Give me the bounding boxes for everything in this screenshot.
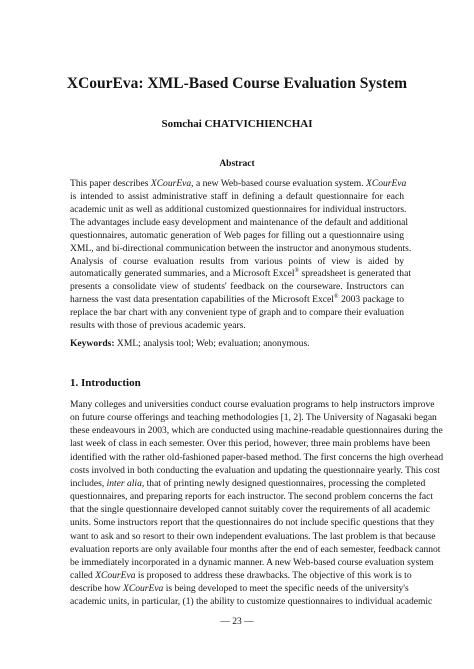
abstract-line: automatically generated summaries, and a Microsoft Excel® spreadsheet is generated that	[70, 268, 411, 280]
body-line: on future course offerings and teaching methodologies [1, 2]. The University of Nagasaki began	[70, 412, 437, 424]
introduction-body	[70, 398, 444, 609]
paper-title: XCourEva: XML-Based Course Evaluation System	[66, 75, 408, 92]
page-number: — 23 —	[220, 617, 254, 627]
body-line: includes, inter alia, that of printing newly designed questionnaires, processing the completed	[70, 477, 426, 489]
body-line: Many colleges and universities conduct course evaluation programs to help instructors improve	[70, 399, 435, 410]
body-line: that the single questionnaire developed cannot suitably cover the requirements of all academic	[70, 504, 430, 516]
abstract-line: XML, and bi-directional communication between the instructor and anonymous students.	[70, 242, 412, 254]
abstract-line: Analysis of course evaluation results from various points of view is aided by	[70, 255, 404, 267]
keywords-text: XML; analysis tool; Web; evaluation; anonymous.	[114, 338, 310, 349]
abstract-heading: Abstract	[219, 159, 255, 169]
body-line: evaluation reports are only available four months after the end of each semester, feedback cannot	[70, 543, 441, 555]
abstract-line: questionnaires, automatic generation of Web pages for filling out a questionnaire using	[70, 229, 404, 241]
abstract-line: academic unit as well as additional customized questionnaires for individual instructors.	[70, 203, 407, 215]
body-line: identified with the rather old-fashioned paper-based method. The first concerns the high overhead	[70, 451, 444, 463]
body-line: be immediately incorporated in a dynamic manner. A new Web-based course evaluation system	[70, 556, 434, 568]
body-line: last week of class in each semester. Over this period, however, three main problems have been	[70, 438, 431, 450]
abstract-line: harness the vast data presentation capabilities of the Microsoft Excel® 2003 package to	[70, 294, 405, 306]
keywords-line	[70, 338, 404, 351]
abstract-line: replace the bar chart with any convenient type of graph and to compare their evaluation	[70, 307, 405, 319]
abstract-line: The advantages include easy development and maintenance of the default and additional	[70, 216, 408, 228]
body-line: academic units, in particular, (1) the ability to customize questionnaires to individual academic	[70, 596, 433, 608]
body-line: units. Some instructors report that the questionnaires do not include specific questions that they	[70, 517, 435, 529]
abstract-text	[70, 178, 412, 333]
keywords-label: Keywords:	[70, 338, 115, 349]
body-line: questionnaires, and preparing reports for each instructor. The second problem concerns the fact	[70, 491, 434, 503]
section-heading-introduction: 1. Introduction	[70, 377, 141, 389]
author-name: Somchai CHATVICHIENCHAI	[161, 118, 313, 130]
body-line: costs involved in both conducting the evaluation and updating the questionnaire yearly. This cost	[70, 464, 440, 476]
abstract-line: presents a consolidate view of students' feedback on the courseware. Instructors can	[70, 281, 404, 293]
body-line: called XCourEva is proposed to address these drawbacks. The objective of this work is to	[70, 570, 412, 582]
body-line: these endeavours in 2003, which are conducted using machine-readable questionnaires during the	[70, 425, 443, 437]
abstract-line: This paper describes XCourEva, a new Web-based course evaluation system. XCourEva	[70, 178, 407, 189]
body-line: want to ask and so resort to their own independent evaluations. The last problem is that because	[70, 530, 436, 542]
body-line: describe how XCourEva is being developed to meet the specific needs of the university's	[70, 583, 409, 595]
abstract-line: results with those of previous academic years.	[70, 320, 246, 332]
abstract-line: is intended to assist administrative staff in defining a default questionnaire for each	[70, 190, 404, 202]
